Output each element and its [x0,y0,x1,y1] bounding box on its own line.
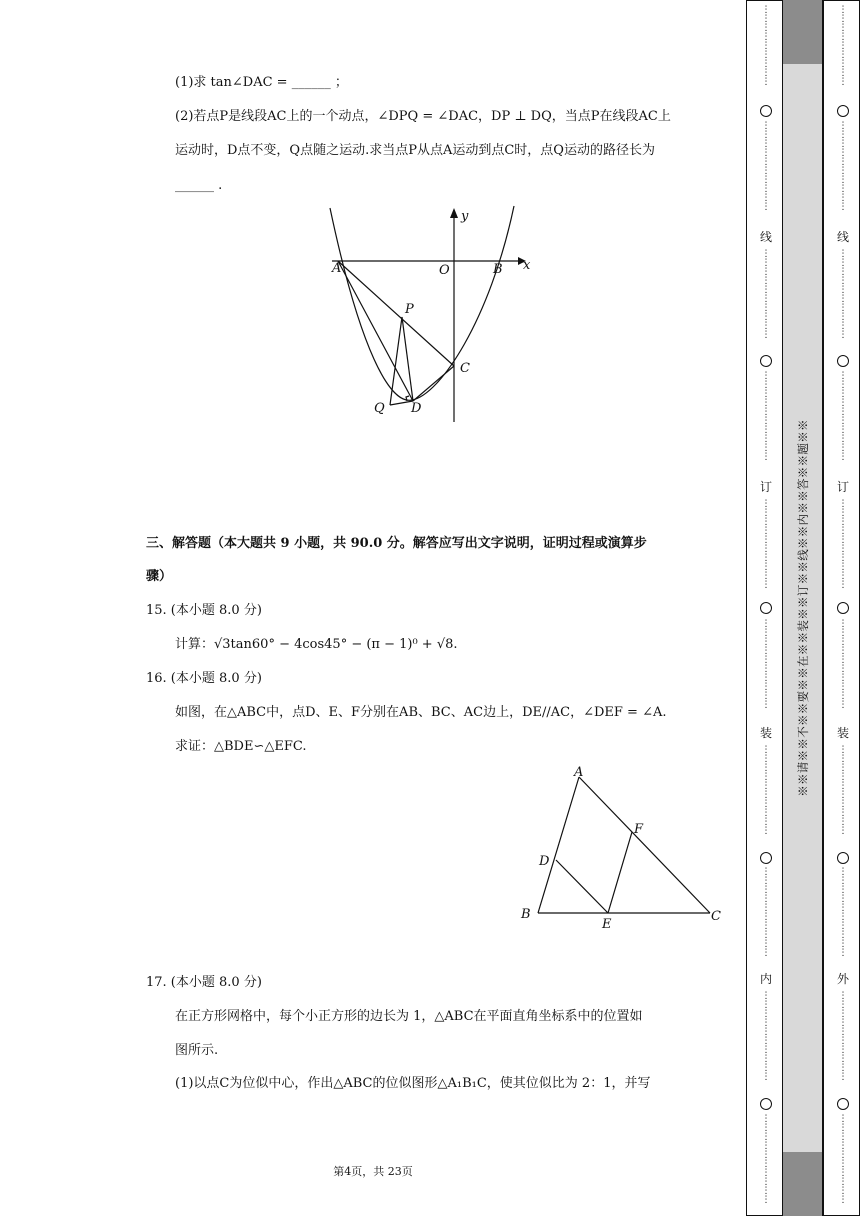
q15-body: 计算：√3tan60° − 4cos45° − (π − 1)⁰ + √8. [175,637,458,652]
tri-label-B: B [521,907,531,922]
outer-char-zhuang: 装 [836,726,849,740]
q15-header: 15. (本小题 8.0 分) [146,603,262,618]
label-A: A [332,261,342,276]
outer-char-xian: 线 [836,230,849,244]
q16-body2: 求证：△BDE∽△EFC. [175,739,307,754]
outer-circle-2 [837,355,849,367]
margin-dark-block-top [783,0,822,64]
outer-dots-4: ⋮ ⋮ ⋮ ⋮ ⋮ ⋮ ⋮ ⋮ ⋮ ⋮ [838,371,848,462]
inner-circle-3 [760,602,772,614]
label-y: y [461,209,469,224]
inner-dots-3: ⋮ ⋮ ⋮ ⋮ ⋮ ⋮ ⋮ ⋮ ⋮ ⋮ [761,249,771,340]
outer-circle-3 [837,602,849,614]
tri-label-D: D [539,854,550,869]
outer-dots-2: ⋮ ⋮ ⋮ ⋮ ⋮ ⋮ ⋮ ⋮ ⋮ ⋮ [838,121,848,212]
outer-char-ding: 订 [836,480,849,494]
tri-label-A: A [574,765,584,780]
segment-QD [390,401,413,405]
y-axis-arrow [450,208,458,218]
outer-circle-4 [837,852,849,864]
tri-label-F: F [634,822,644,837]
margin-dark-block-bottom [783,1152,822,1216]
outer-dots-9: ⋮ ⋮ ⋮ ⋮ ⋮ ⋮ ⋮ ⋮ ⋮ ⋮ [838,991,848,1082]
outer-dots-10: ⋮ ⋮ ⋮ ⋮ ⋮ ⋮ ⋮ ⋮ ⋮ ⋮ [838,1114,848,1205]
segment-DC [413,366,454,401]
segment-EF [608,832,632,913]
label-O: O [439,263,450,278]
inner-circle-1 [760,105,772,117]
tri-label-E: E [602,917,612,932]
inner-dots-6: ⋮ ⋮ ⋮ ⋮ ⋮ ⋮ ⋮ ⋮ ⋮ ⋮ [761,619,771,710]
label-Q: Q [374,401,385,416]
inner-dots-1: ⋮ ⋮ ⋮ ⋮ ⋮ ⋮ ⋮ ⋮ ⋮ [761,5,771,87]
margin-divider [822,0,823,1216]
section3-heading-line1: 三、解答题（本大题共 9 小题，共 90.0 分。解答应写出文字说明，证明过程或演算步 [146,536,647,551]
inner-circle-4 [760,852,772,864]
page-number: 第4页，共 23页 [333,1165,413,1178]
segment-AD [338,261,413,401]
outer-dots-8: ⋮ ⋮ ⋮ ⋮ ⋮ ⋮ ⋮ ⋮ ⋮ ⋮ [838,867,848,958]
label-x: x [523,258,531,273]
label-D: D [411,401,422,416]
q16-body1: 如图，在△ABC中，点D、E、F分别在AB、BC、AC边上，DE//AC，∠DEF = ∠A. [175,705,667,720]
q17-body2: 图所示. [175,1043,219,1058]
q17-header: 17. (本小题 8.0 分) [146,975,262,990]
binding-warning-text: ※※请※※不※※要※※在※※装※※订※※线※※内※※答※※题※※ [796,419,810,797]
outer-dots-6: ⋮ ⋮ ⋮ ⋮ ⋮ ⋮ ⋮ ⋮ ⋮ ⋮ [838,619,848,710]
segment-AC [338,261,454,366]
q17-body1: 在正方形网格中，每个小正方形的边长为 1，△ABC在平面直角坐标系中的位置如 [175,1009,643,1024]
side-AC [579,777,710,913]
inner-dots-10: ⋮ ⋮ ⋮ ⋮ ⋮ ⋮ ⋮ ⋮ ⋮ ⋮ [761,1114,771,1205]
inner-dots-7: ⋮ ⋮ ⋮ ⋮ ⋮ ⋮ ⋮ ⋮ ⋮ ⋮ [761,745,771,836]
q16-header: 16. (本小题 8.0 分) [146,671,262,686]
inner-dots-9: ⋮ ⋮ ⋮ ⋮ ⋮ ⋮ ⋮ ⋮ ⋮ ⋮ [761,991,771,1082]
outer-dots-5: ⋮ ⋮ ⋮ ⋮ ⋮ ⋮ ⋮ ⋮ ⋮ ⋮ [838,499,848,590]
inner-char-xian: 线 [759,230,772,244]
q14-part1: (1)求 tan∠DAC = ______ ； [175,75,348,90]
outer-dots-1: ⋮ ⋮ ⋮ ⋮ ⋮ ⋮ ⋮ ⋮ ⋮ [838,5,848,87]
side-AB [538,777,579,913]
q14-part2-line2: 运动时，D点不变，Q点随之运动.求当点P从点A运动到点C时，点Q运动的路径长为 [175,143,655,158]
segment-PD [402,317,413,401]
inner-char-ding: 订 [759,480,772,494]
inner-dots-8: ⋮ ⋮ ⋮ ⋮ ⋮ ⋮ ⋮ ⋮ ⋮ ⋮ [761,867,771,958]
inner-dots-5: ⋮ ⋮ ⋮ ⋮ ⋮ ⋮ ⋮ ⋮ ⋮ ⋮ [761,499,771,590]
q14-part2-line1: (2)若点P是线段AC上的一个动点，∠DPQ = ∠DAC，DP ⊥ DQ，当点P在线段AC上 [175,109,671,124]
parabola-curve [330,206,514,400]
outer-char-wai: 外 [836,972,849,986]
inner-circle-5 [760,1098,772,1110]
inner-circle-2 [760,355,772,367]
section3-heading-line2: 骤） [146,569,173,584]
outer-dots-3: ⋮ ⋮ ⋮ ⋮ ⋮ ⋮ ⋮ ⋮ ⋮ ⋮ [838,249,848,340]
outer-dots-7: ⋮ ⋮ ⋮ ⋮ ⋮ ⋮ ⋮ ⋮ ⋮ ⋮ [838,745,848,836]
parabola-figure [320,200,540,430]
outer-circle-1 [837,105,849,117]
inner-char-zhuang: 装 [759,726,772,740]
inner-char-nei: 内 [759,972,772,986]
outer-circle-5 [837,1098,849,1110]
segment-DE [556,860,608,913]
triangle-figure [515,760,730,940]
label-B: B [493,262,503,277]
inner-dots-2: ⋮ ⋮ ⋮ ⋮ ⋮ ⋮ ⋮ ⋮ ⋮ ⋮ [761,121,771,212]
inner-dots-4: ⋮ ⋮ ⋮ ⋮ ⋮ ⋮ ⋮ ⋮ ⋮ ⋮ [761,371,771,462]
q14-part2-line3: ______ . [175,178,223,193]
q17-body3: (1)以点C为位似中心，作出△ABC的位似图形△A₁B₁C，使其位似比为 2：1，并写 [175,1076,651,1091]
label-C: C [460,361,470,376]
label-P: P [405,302,414,317]
tri-label-C: C [711,909,721,924]
